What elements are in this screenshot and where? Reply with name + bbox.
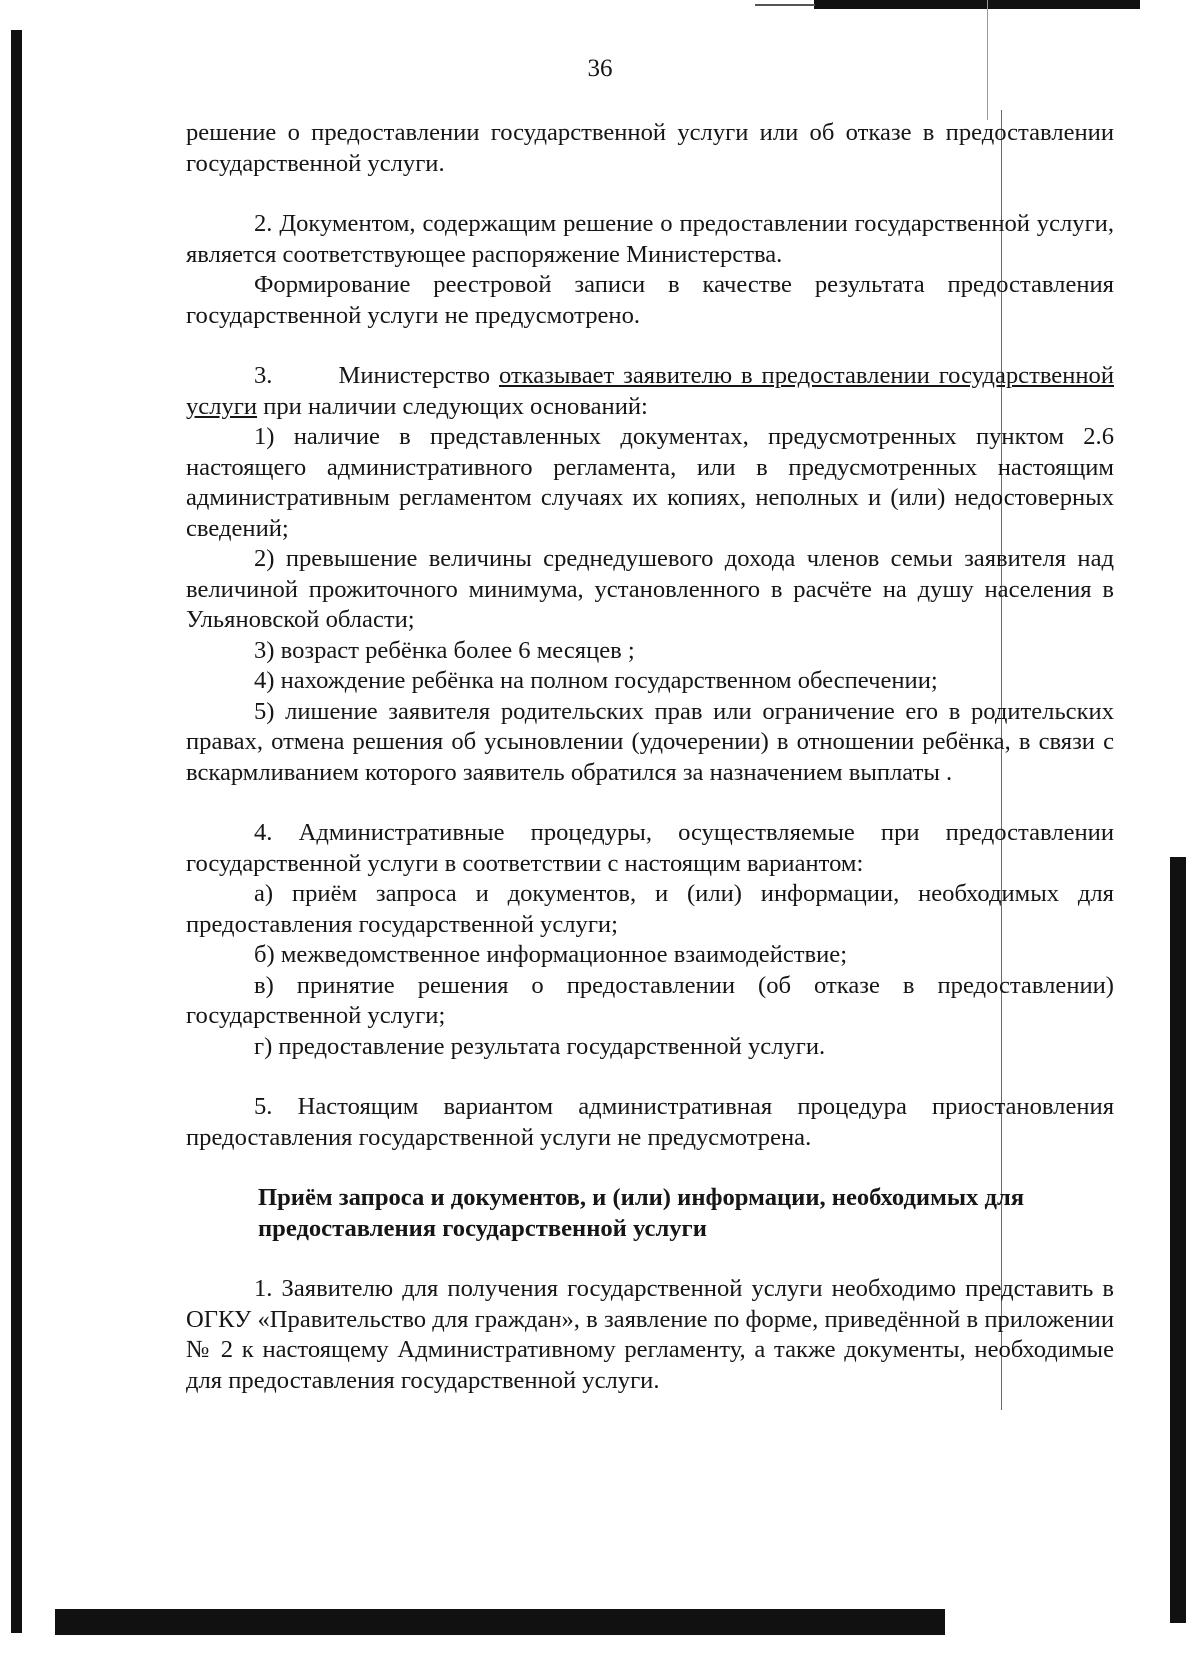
section-3-lead-rest: при наличии следующих оснований: bbox=[263, 392, 648, 420]
section-3-number: 3. bbox=[254, 362, 273, 389]
procedure-item: в) принятие решения о предоставлении (об отказе в предоставлении) государственной услуги; bbox=[186, 971, 1114, 1029]
refusal-ground-item: 1) наличие в представленных документах, предусмотренных пунктом 2.6 настоящего административного регламента, или в предусмотренных настоящим административным регламентом случаях их копиях, неполных и (или) недостоверных сведений; bbox=[186, 423, 1114, 542]
section-3-subject: Министерство bbox=[338, 362, 491, 389]
final-paragraph: 1. Заявителю для получения государственной услуги необходимо представить в ОГКУ «Правительство для граждан», в заявление по форме, приведённой в приложении № 2 к настоящему Административному регламенту, а также документы, необходимые для предоставления государственной услуги. bbox=[186, 1275, 1114, 1394]
paragraph-gap bbox=[186, 331, 1114, 361]
section-3-lead bbox=[186, 361, 1114, 422]
section-2-paragraph-2: Формирование реестровой записи в качестве результата предоставления государственной услуги не предусмотрено. bbox=[186, 271, 1114, 329]
section-heading-line-1: Приём запроса и документов, и (или) информации, необходимых для bbox=[258, 1184, 1025, 1211]
continued-paragraph: решение о предоставлении государственной услуги или об отказе в предоставлении государственной услуги. bbox=[186, 119, 1114, 177]
scan-border-right bbox=[1170, 857, 1186, 1623]
section-4-lead: 4. Административные процедуры, осуществляемые при предоставлении государственной услуги в соответствии с настоящим вариантом: bbox=[186, 819, 1114, 877]
scan-border-top-thin bbox=[755, 4, 815, 6]
section-3-underlined-text: отказывает заявителю в предоставлении государственной услуги bbox=[186, 362, 1114, 420]
section-2-paragraph-1: 2. Документом, содержащим решение о предоставлении государственной услуги, является соответствующее распоряжение Министерства. bbox=[186, 210, 1114, 268]
scan-border-left bbox=[11, 30, 22, 1633]
section-heading-line-2: предоставления государственной услуги bbox=[258, 1214, 707, 1242]
section-5-paragraph: 5. Настоящим вариантом административная процедура приостановления предоставления государственной услуги не предусмотрена. bbox=[186, 1093, 1114, 1151]
scan-border-top bbox=[814, 0, 1140, 9]
procedure-item: а) приём запроса и документов, и (или) информации, необходимых для предоставления государственной услуги; bbox=[186, 880, 1114, 938]
procedure-item: б) межведомственное информационное взаимодействие; bbox=[254, 941, 848, 968]
paragraph-gap bbox=[186, 788, 1114, 818]
page-number: 36 bbox=[587, 55, 613, 82]
document-body bbox=[186, 118, 1114, 1396]
refusal-ground-item: 5) лишение заявителя родительских прав или ограничение его в родительских правах, отмена решения об усыновлении (удочерении) в отношении ребёнка, в связи с вскармливанием которого заявитель обратился за назначением выплаты . bbox=[186, 697, 1114, 786]
paragraph-gap bbox=[186, 1244, 1114, 1274]
paragraph-gap bbox=[186, 179, 1114, 209]
procedure-item: г) предоставление результата государственной услуги. bbox=[254, 1032, 826, 1060]
paragraph-gap bbox=[186, 1062, 1114, 1092]
paragraph-gap bbox=[186, 1153, 1114, 1183]
refusal-ground-item: 3) возраст ребёнка более 6 месяцев ; bbox=[254, 636, 635, 664]
refusal-ground-item: 2) превышение величины среднедушевого дохода членов семьи заявителя над величиной прожиточного минимума, установленного в расчёте на душу населения в Ульяновской области; bbox=[186, 545, 1114, 633]
scan-border-bottom bbox=[55, 1609, 945, 1635]
refusal-ground-item: 4) нахождение ребёнка на полном государственном обеспечении; bbox=[254, 667, 938, 694]
